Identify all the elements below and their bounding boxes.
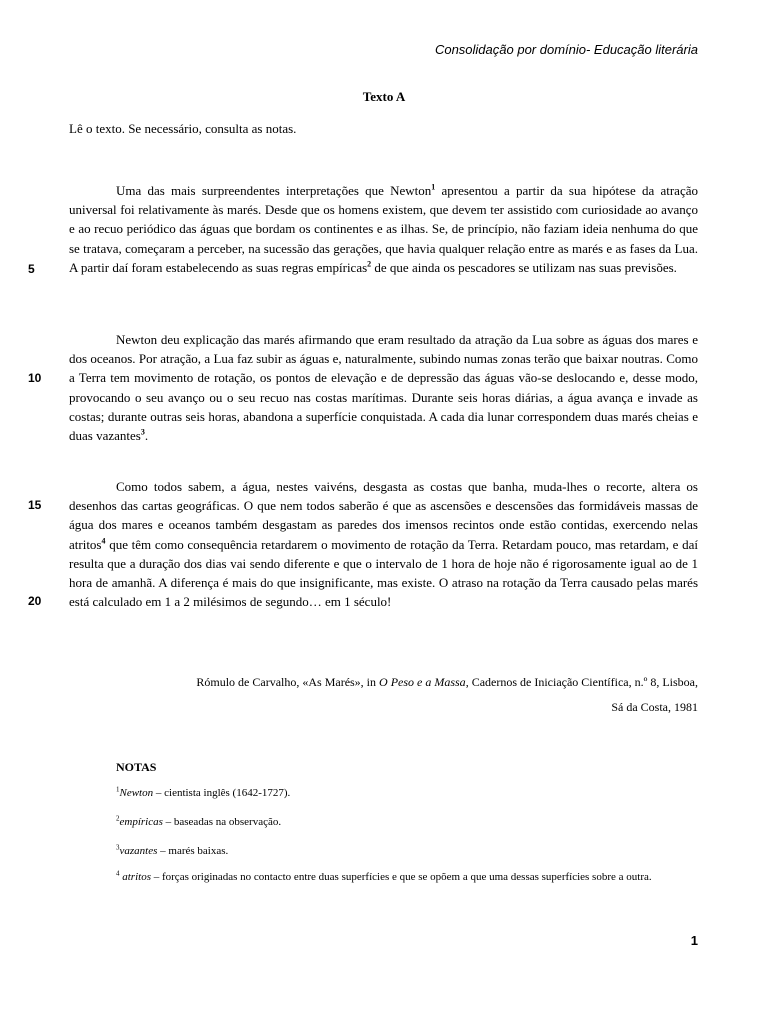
paragraph-2-text-a: Newton deu explicação das marés afirmando que eram resultado da atração da Lua sobre as águas dos mares e dos oceanos. Por atração, a Lua faz subir as águas e, naturalmente, subindo numas zonas terão que baixar noutras. Como a Terra tem movimento de rotação, os pontos de elevação e de depressão das águas vão-se deslocando e, desse modo, provocando o seu avanço ou o seu recuo nas costas marítimas. Durante seis horas diárias, a água avança e invade as costas; durante outras seis horas, abandona a superfície conquistada. A cada dia lunar correspondem duas marés cheias e duas vazantes (69, 332, 698, 444)
line-number-5: 5 (28, 262, 35, 276)
note-4 (116, 869, 698, 886)
note-3 (116, 843, 698, 860)
note-2 (116, 814, 698, 831)
citation-publisher: Sá da Costa, 1981 (611, 700, 698, 714)
paragraph-1 (69, 181, 698, 277)
note-3-num: 3 (116, 843, 120, 852)
paragraph-2 (69, 330, 698, 445)
line-number-20: 20 (28, 594, 42, 608)
text-title: Texto A (362, 89, 406, 104)
footnote-ref-4: 4 (101, 536, 106, 546)
footnote-ref-1: 1 (431, 182, 436, 192)
paragraph-3-text-a: Como todos sabem, a água, nestes vaivéns, desgasta as costas que banha, muda-lhes o recorte, altera os desenhos das cartas geográficas. O que nem todos saberão é que as ascensões e descensões das formidáveis massas de água dos mares e oceanos também desgastam as paredes dos imensos recintos onde estão contidas, exercendo nelas atritos (69, 479, 698, 552)
paragraph-3-text-b: que têm como consequência retardarem o movimento de rotação da Terra. Retardam pouco, mas retardam, e daí resulta que a duração dos dias vai sendo diferente e que o intervalo de 1 hora de hoje não é rigorosamente igual ao de 1 hora de amanhã. A diferença é mais do que insignificante, mas existe. O atraso na rotação da Terra causado pelas marés está calculado em 1 a 2 milésimos de segundo… em 1 século! (69, 536, 698, 610)
note-1 (116, 785, 698, 802)
page-number: 1 (690, 933, 698, 948)
notes-title: NOTAS (116, 760, 157, 774)
note-4-num: 4 (116, 869, 120, 878)
citation-author: Rómulo de Carvalho, «As Marés», in (196, 675, 380, 689)
note-1-term: Newton (119, 787, 154, 799)
citation-rest: , Cadernos de Iniciação Científica, n.º 8, Lisboa, (465, 675, 698, 689)
instruction: Lê o texto. Se necessário, consulta as notas. (69, 121, 297, 136)
citation-book: O Peso e a Massa (379, 675, 466, 689)
note-2-term: empíricas (119, 816, 163, 828)
citation-source (196, 675, 698, 690)
footnote-ref-3: 3 (140, 427, 145, 437)
note-3-term: vazantes (119, 845, 158, 857)
note-2-num: 2 (116, 814, 120, 823)
footnote-ref-2: 2 (367, 259, 372, 269)
note-4-def: – forças originadas no contacto entre duas superfícies e que se opõem a que uma dessas superfícies sobre a outra. (150, 871, 652, 883)
note-1-def: – cientista inglês (1642-1727). (153, 787, 291, 799)
paragraph-1-text-a: Uma das mais surpreendentes interpretações que Newton (116, 183, 432, 198)
line-number-15: 15 (28, 498, 42, 512)
note-4-term: atritos (122, 871, 151, 883)
note-3-def: – marés baixas. (157, 845, 229, 857)
paragraph-1-text-b: apresentou a partir da sua hipótese da atração universal foi relativamente às marés. Desde que os homens existem, que devem ter assistido com curiosidade ao avanço e ao recuo periódico das águas que bordam os continentes e as ilhas. Se, de princípio, não faziam ideia nenhuma do que se tratava, começaram a perceber, na sucessão das gerações, que havia qualquer relação entre as marés e as fases da Lua. A partir daí foram estabelecendo as suas regras empíricas (69, 183, 698, 275)
line-number-10: 10 (28, 371, 42, 385)
note-1-num: 1 (116, 785, 120, 794)
note-2-def: – baseadas na observação. (162, 816, 282, 828)
page-header: Consolidação por domínio- Educação literária (434, 42, 698, 57)
paragraph-3 (69, 477, 698, 611)
paragraph-1-text-c: de que ainda os pescadores se utilizam nas suas previsões. (371, 259, 677, 275)
paragraph-2-text-b: . (144, 428, 149, 444)
